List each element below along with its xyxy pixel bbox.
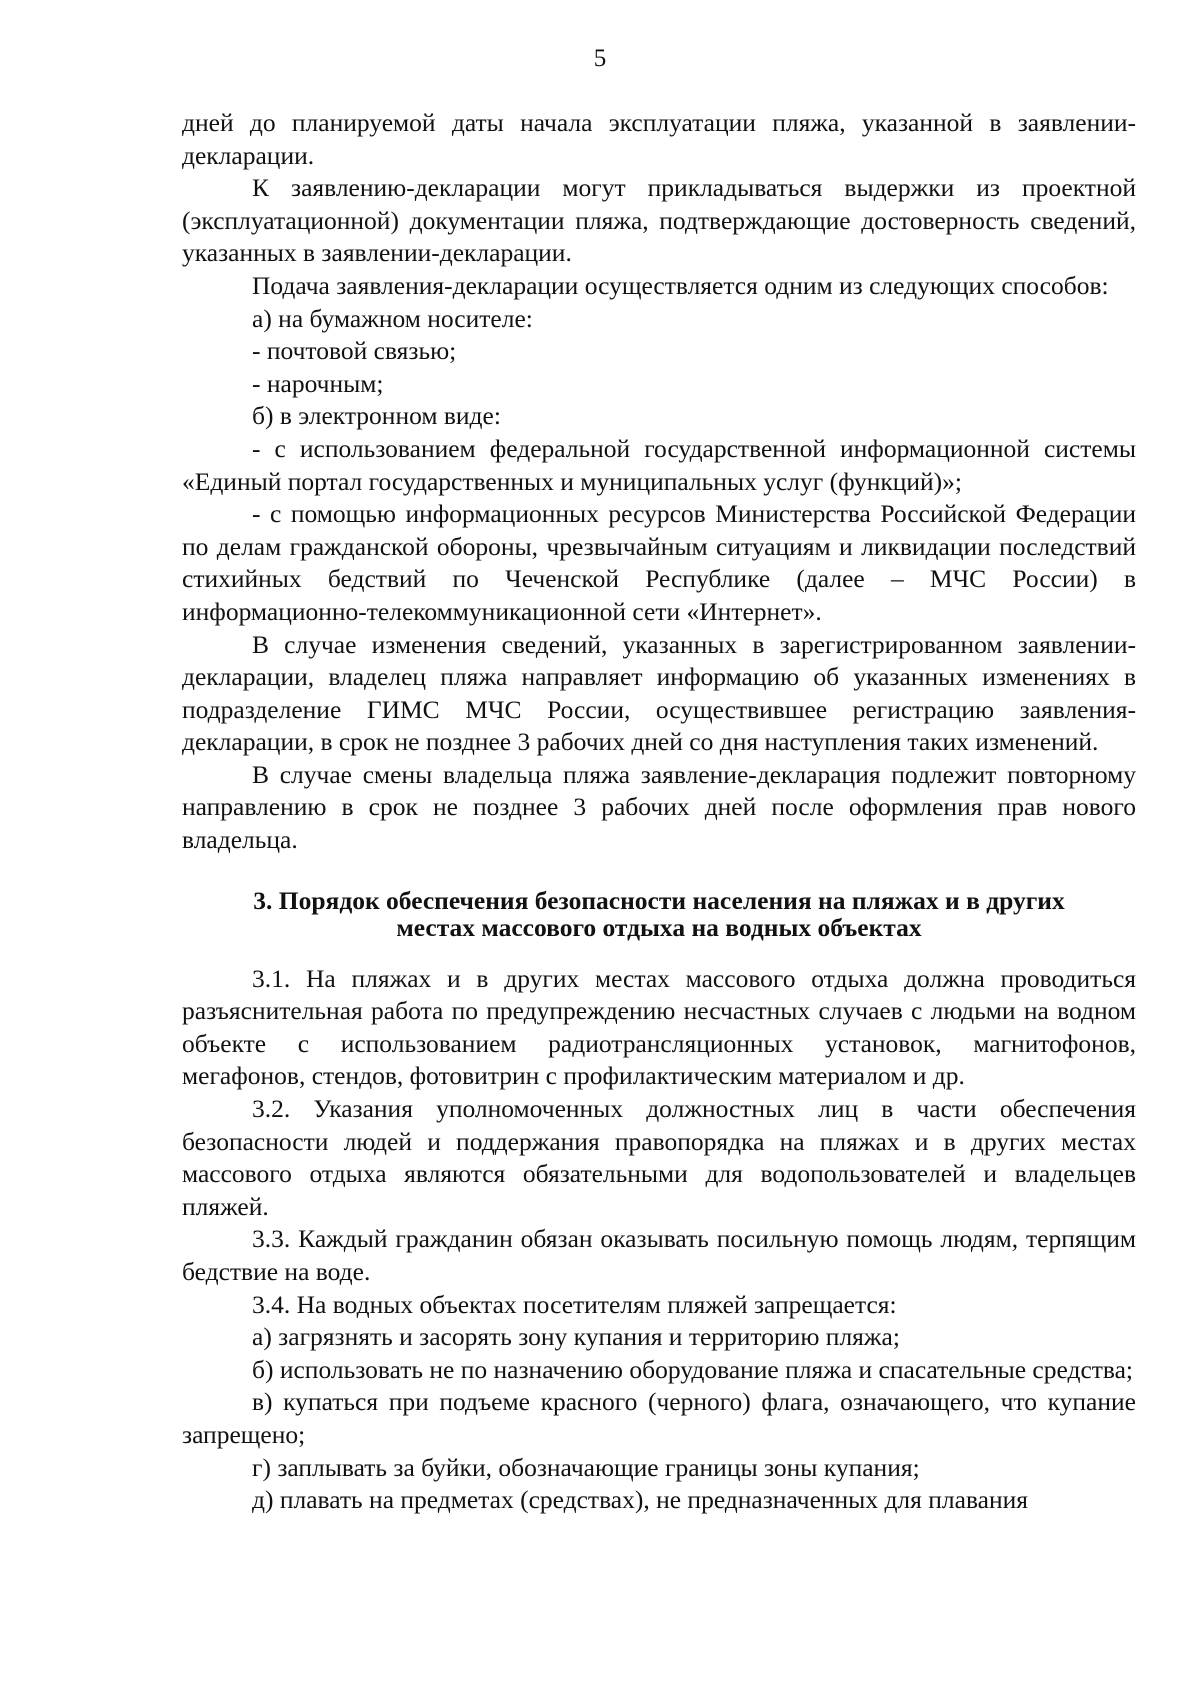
list-item: б) в электронном виде:	[252, 401, 501, 431]
paragraph: 3.1. На пляжах и в других местах массового отдыха должна проводиться разъяснительная работа по предупреждению несчастных случаев с людьми на водном объекте с использованием радиотрансляционных установок, магнитофонов, мегафонов, стендов, фотовитрин с профилактическим материалом и др.	[182, 963, 1136, 1091]
paragraph: дней до планируемой даты начала эксплуатации пляжа, указанной в заявлении-декларации.	[182, 108, 1136, 170]
page-number: 5	[593, 45, 607, 72]
paragraph: В случае изменения сведений, указанных в зарегистрированном заявлении-декларации, владелец пляжа направляет информацию об указанных изменениях в подразделение ГИМС МЧС России, осуществившее регистрацию заявления-декларации, в срок не позднее 3 рабочих дней со дня наступления таких изменений.	[182, 629, 1136, 757]
paragraph: 3.4. На водных объектах посетителям пляжей запрещается:	[252, 1289, 897, 1319]
list-item: б) использовать не по назначению оборудование пляжа и спасательные средства;	[252, 1354, 1134, 1384]
paragraph: 3.3. Каждый гражданин обязан оказывать посильную помощь людям, терпящим бедствие на воде.	[182, 1224, 1136, 1286]
list-item: д) плавать на предметах (средствах), не предназначенных для плавания	[252, 1485, 1028, 1515]
list-item: - с использованием федеральной государственной информационной системы «Единый портал государственных и муниципальных услуг (функций)»;	[182, 433, 1136, 496]
list-item: а) на бумажном носителе:	[252, 303, 533, 333]
document-body	[182, 107, 1136, 1517]
list-item: г) заплывать за буйки, обозначающие границы зоны купания;	[252, 1452, 920, 1482]
paragraph: Подача заявления-декларации осуществляется одним из следующих способов:	[252, 270, 1109, 300]
list-item: - почтовой связью;	[252, 336, 457, 366]
section-heading-line: 3. Порядок обеспечения безопасности населения на пляжах и в других	[253, 885, 1065, 915]
section-heading	[182, 887, 1136, 941]
section-heading-line: местах массового отдыха на водных объектах	[396, 912, 922, 942]
list-item: - нарочным;	[252, 368, 384, 398]
list-item: в) купаться при подъеме красного (черного) флага, означающего, что купание запрещено;	[182, 1387, 1136, 1449]
paragraph: В случае смены владельца пляжа заявление-декларация подлежит повторному направлению в срок не позднее 3 рабочих дней после оформления прав нового владельца.	[182, 759, 1136, 855]
list-item: а) загрязнять и засорять зону купания и территорию пляжа;	[252, 1322, 900, 1352]
paragraph: К заявлению-декларации могут прикладываться выдержки из проектной (эксплуатационной) документации пляжа, подтверждающие достоверность сведений, указанных в заявлении-декларации.	[182, 173, 1136, 268]
list-item: - с помощью информационных ресурсов Министерства Российской Федерации по делам гражданской обороны, чрезвычайным ситуациям и ликвидации последствий стихийных бедствий по Чеченской Республике (далее – МЧС России) в информационно-телекоммуникационной сети «Интернет».	[182, 499, 1136, 626]
paragraph: 3.2. Указания уполномоченных должностных лиц в части обеспечения безопасности людей и поддержания правопорядка на пляжах и в других местах массового отдыха являются обязательными для водопользователей и владельцев пляжей.	[182, 1094, 1136, 1221]
